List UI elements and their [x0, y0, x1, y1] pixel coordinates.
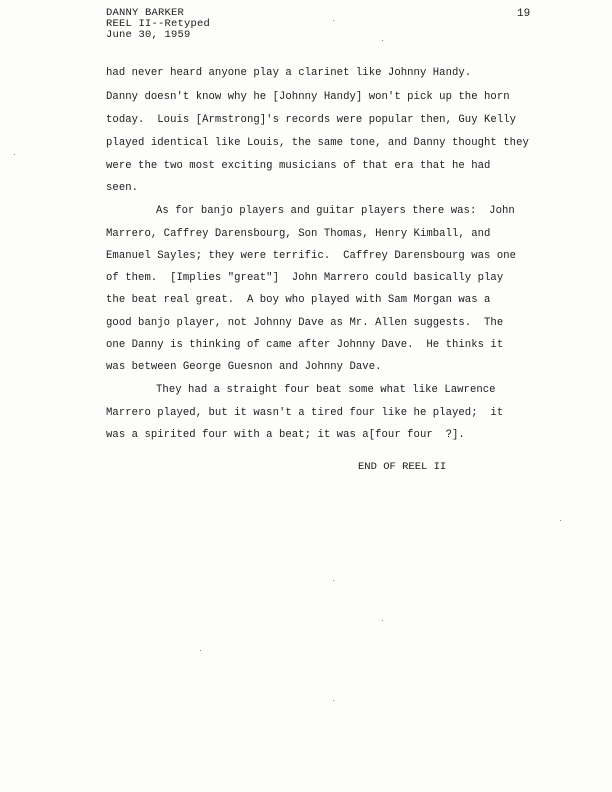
- body-line: was a spirited four with a beat; it was a[four four ?].: [106, 429, 465, 441]
- body-line: As for banjo players and guitar players there was: John: [156, 205, 515, 217]
- scan-speck: [382, 620, 383, 621]
- body-line: good banjo player, not Johnny Dave as Mr. Allen suggests. The: [106, 317, 504, 329]
- scan-speck: [200, 650, 201, 651]
- scan-speck: [333, 20, 334, 21]
- body-line: Emanuel Sayles; they were terrific. Caffrey Darensbourg was one: [106, 250, 517, 262]
- scan-speck: [14, 154, 15, 155]
- body-line: of them. [Implies "great"] John Marrero could basically play: [106, 272, 504, 284]
- body-line: seen.: [106, 182, 139, 194]
- body-line: one Danny is thinking of came after Johnny Dave. He thinks it: [106, 339, 504, 351]
- header-date: June 30, 1959: [106, 29, 191, 41]
- header-name: DANNY BARKER: [106, 7, 185, 19]
- body-line: played identical like Louis, the same tone, and Danny thought they: [106, 137, 529, 149]
- body-line: Danny doesn't know why he [Johnny Handy] won't pick up the horn: [106, 91, 510, 103]
- body-line: the beat real great. A boy who played with Sam Morgan was a: [106, 294, 491, 306]
- body-line: was between George Guesnon and Johnny Dave.: [106, 361, 382, 373]
- body-line: were the two most exciting musicians of that era that he had: [106, 160, 491, 172]
- header-reel: REEL II--Retyped: [106, 18, 211, 30]
- scan-speck: [560, 520, 561, 521]
- body-line: Marrero played, but it wasn't a tired four like he played; it: [106, 407, 504, 419]
- body-line: had never heard anyone play a clarinet like Johnny Handy.: [106, 67, 472, 79]
- body-line: They had a straight four beat some what like Lawrence: [156, 384, 496, 396]
- scan-speck: [333, 700, 334, 701]
- end-of-reel-mark: END OF REEL II: [358, 461, 447, 473]
- body-line: today. Louis [Armstrong]'s records were popular then, Guy Kelly: [106, 114, 517, 126]
- page-number: 19: [517, 8, 531, 20]
- scan-speck: [333, 580, 334, 581]
- body-line: Marrero, Caffrey Darensbourg, Son Thomas, Henry Kimball, and: [106, 228, 491, 240]
- document-header: [106, 8, 210, 41]
- scan-speck: [382, 40, 383, 41]
